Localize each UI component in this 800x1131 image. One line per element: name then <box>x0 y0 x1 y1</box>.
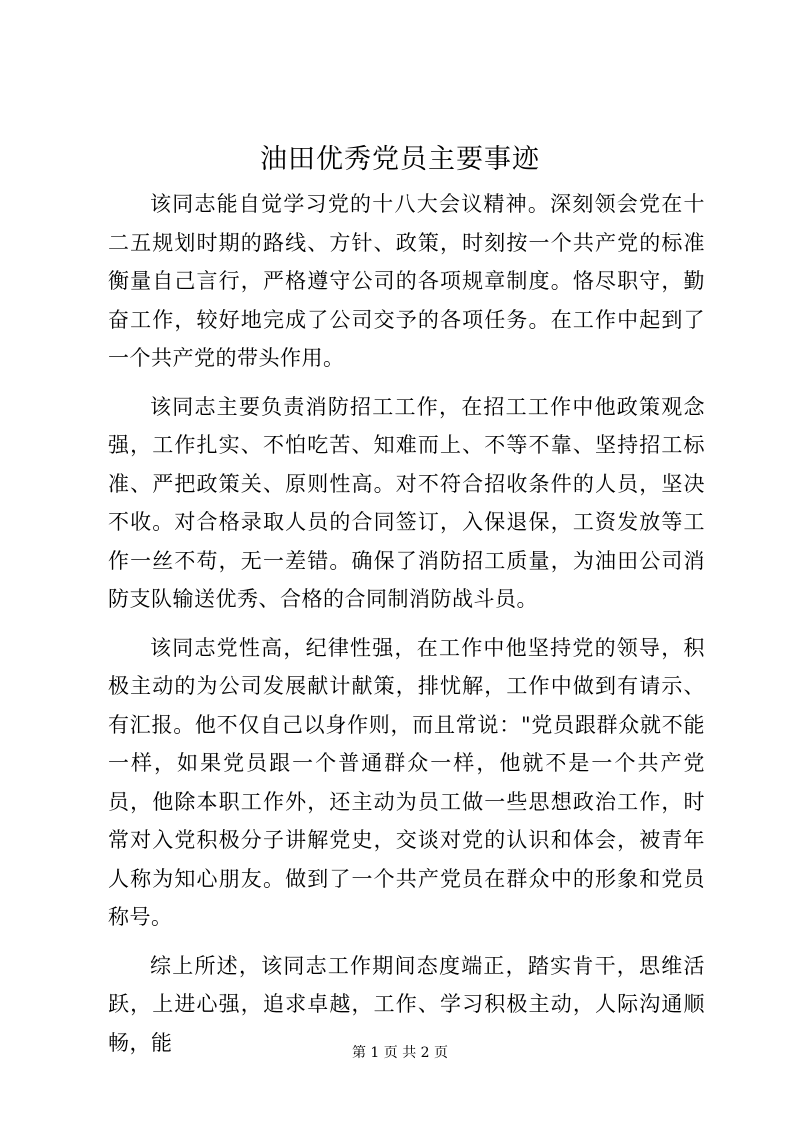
paragraph-3: 该同志党性高，纪律性强，在工作中他坚持党的领导，积极主动的为公司发展献计献策，排忧解，工作中做到有请示、有汇报。他不仅自己以身作则，而且常说："党员跟群众就不能一样，如果党员跟一个普通群众一样，他就不是一个共产党员，他除本职工作外，还主动为员工做一些思想政治工作，时常对入党积极分子讲解党史，交谈对党的认识和体会，被青年人称为知心朋友。做到了一个共产党员在群众中的形象和党员称号。 <box>108 635 705 929</box>
paragraph-1: 该同志能自觉学习党的十八大会议精神。深刻领会党在十二五规划时期的路线、方针、政策，时刻按一个共产党的标准衡量自己言行，严格遵守公司的各项规章制度。恪尽职守，勤奋工作，较好地完成了公司交予的各项任务。在工作中起到了一个共产党的带头作用。 <box>108 192 705 370</box>
document-body <box>108 185 705 1072</box>
page-footer: 第 1 页 共 2 页 <box>351 1045 449 1061</box>
document-title: 油田优秀党员主要事迹 <box>260 144 540 175</box>
paragraph-4: 综上所述，该同志工作期间态度端正，踏实肯干，思维活跃，上进心强，追求卓越，工作、学习积极主动，人际沟通顺畅，能 <box>108 953 705 1055</box>
paragraph-2: 该同志主要负责消防招工工作，在招工工作中他政策观念强，工作扎实、不怕吃苦、知难而上、不等不靠、坚持招工标准、严把政策关、原则性高。对不符合招收条件的人员，坚决不收。对合格录取人员的合同签订，入保退保，工资发放等工作一丝不苟，无一差错。确保了消防招工质量，为油田公司消防支队输送优秀、合格的合同制消防战斗员。 <box>108 394 705 611</box>
